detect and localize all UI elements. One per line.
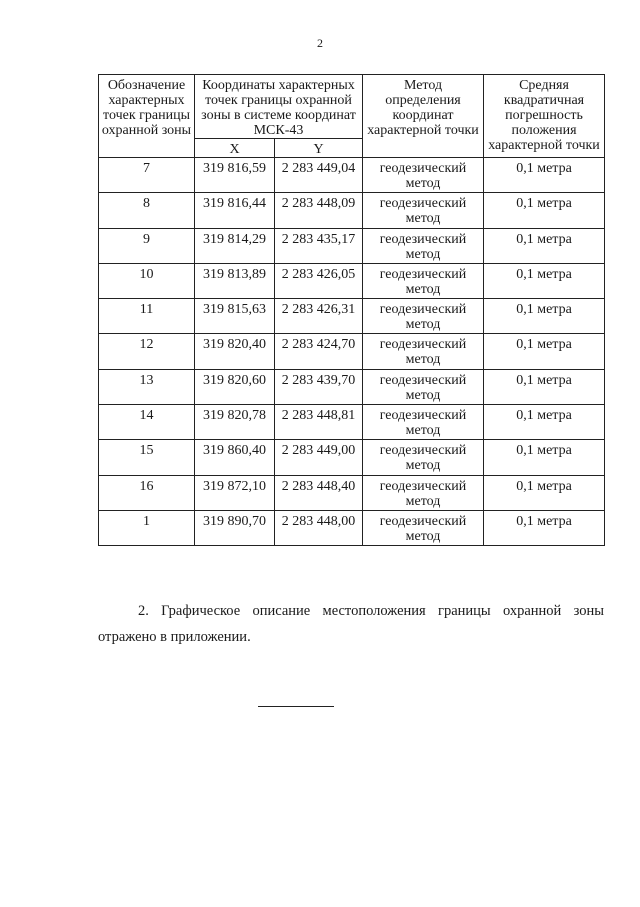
cell-method: геодезический метод: [363, 334, 484, 369]
header-x: X: [195, 139, 275, 158]
cell-x: 319 813,89: [195, 263, 275, 298]
table-row: [99, 334, 605, 369]
signature-line: [258, 706, 334, 707]
table-row: [99, 193, 605, 228]
cell-error: 0,1 метра: [484, 510, 605, 545]
cell-y: 2 283 426,05: [275, 263, 363, 298]
cell-x: 319 820,78: [195, 405, 275, 440]
cell-method: геодезический метод: [363, 158, 484, 193]
cell-error: 0,1 метра: [484, 334, 605, 369]
cell-error: 0,1 метра: [484, 158, 605, 193]
cell-y: 2 283 435,17: [275, 228, 363, 263]
cell-y: 2 283 448,00: [275, 510, 363, 545]
cell-method: геодезический метод: [363, 193, 484, 228]
cell-error: 0,1 метра: [484, 475, 605, 510]
cell-point: 15: [99, 440, 195, 475]
cell-point: 14: [99, 405, 195, 440]
cell-error: 0,1 метра: [484, 263, 605, 298]
cell-point: 10: [99, 263, 195, 298]
cell-error: 0,1 метра: [484, 299, 605, 334]
cell-point: 1: [99, 510, 195, 545]
coordinates-table: [98, 74, 605, 546]
body-paragraph: 2. Графическое описание местоположения границы охранной зоны отражено в приложении.: [98, 603, 604, 645]
cell-method: геодезический метод: [363, 510, 484, 545]
cell-y: 2 283 449,00: [275, 440, 363, 475]
header-coordinates: Координаты характерных точек границы охранной зоны в системе координат МСК-43: [195, 75, 363, 139]
cell-x: 319 860,40: [195, 440, 275, 475]
table-row: [99, 228, 605, 263]
cell-point: 7: [99, 158, 195, 193]
cell-method: геодезический метод: [363, 299, 484, 334]
cell-error: 0,1 метра: [484, 193, 605, 228]
table-row: [99, 440, 605, 475]
cell-point: 12: [99, 334, 195, 369]
table-row: [99, 405, 605, 440]
cell-error: 0,1 метра: [484, 405, 605, 440]
header-error: Средняя квадратичная погрешность положения характерной точки: [484, 75, 605, 158]
cell-x: 319 890,70: [195, 510, 275, 545]
cell-point: 8: [99, 193, 195, 228]
header-designation: Обозначение характерных точек границы охранной зоны: [99, 75, 195, 158]
header-y: Y: [275, 139, 363, 158]
cell-x: 319 815,63: [195, 299, 275, 334]
cell-x: 319 816,59: [195, 158, 275, 193]
cell-x: 319 820,60: [195, 369, 275, 404]
cell-y: 2 283 426,31: [275, 299, 363, 334]
table-row: [99, 158, 605, 193]
cell-method: геодезический метод: [363, 405, 484, 440]
cell-y: 2 283 448,40: [275, 475, 363, 510]
table-row: [99, 475, 605, 510]
cell-y: 2 283 449,04: [275, 158, 363, 193]
page-number: 2: [317, 36, 323, 50]
cell-method: геодезический метод: [363, 475, 484, 510]
cell-error: 0,1 метра: [484, 228, 605, 263]
cell-method: геодезический метод: [363, 440, 484, 475]
cell-x: 319 820,40: [195, 334, 275, 369]
table-row: [99, 263, 605, 298]
cell-x: 319 872,10: [195, 475, 275, 510]
cell-method: геодезический метод: [363, 263, 484, 298]
cell-y: 2 283 448,09: [275, 193, 363, 228]
cell-point: 16: [99, 475, 195, 510]
cell-method: геодезический метод: [363, 369, 484, 404]
cell-method: геодезический метод: [363, 228, 484, 263]
cell-x: 319 816,44: [195, 193, 275, 228]
cell-point: 9: [99, 228, 195, 263]
table-row: [99, 510, 605, 545]
cell-y: 2 283 424,70: [275, 334, 363, 369]
cell-point: 11: [99, 299, 195, 334]
cell-error: 0,1 метра: [484, 440, 605, 475]
cell-y: 2 283 439,70: [275, 369, 363, 404]
table-row: [99, 369, 605, 404]
header-method: Метод определения координат характерной точки: [363, 75, 484, 158]
cell-x: 319 814,29: [195, 228, 275, 263]
cell-y: 2 283 448,81: [275, 405, 363, 440]
cell-point: 13: [99, 369, 195, 404]
cell-error: 0,1 метра: [484, 369, 605, 404]
table-row: [99, 299, 605, 334]
